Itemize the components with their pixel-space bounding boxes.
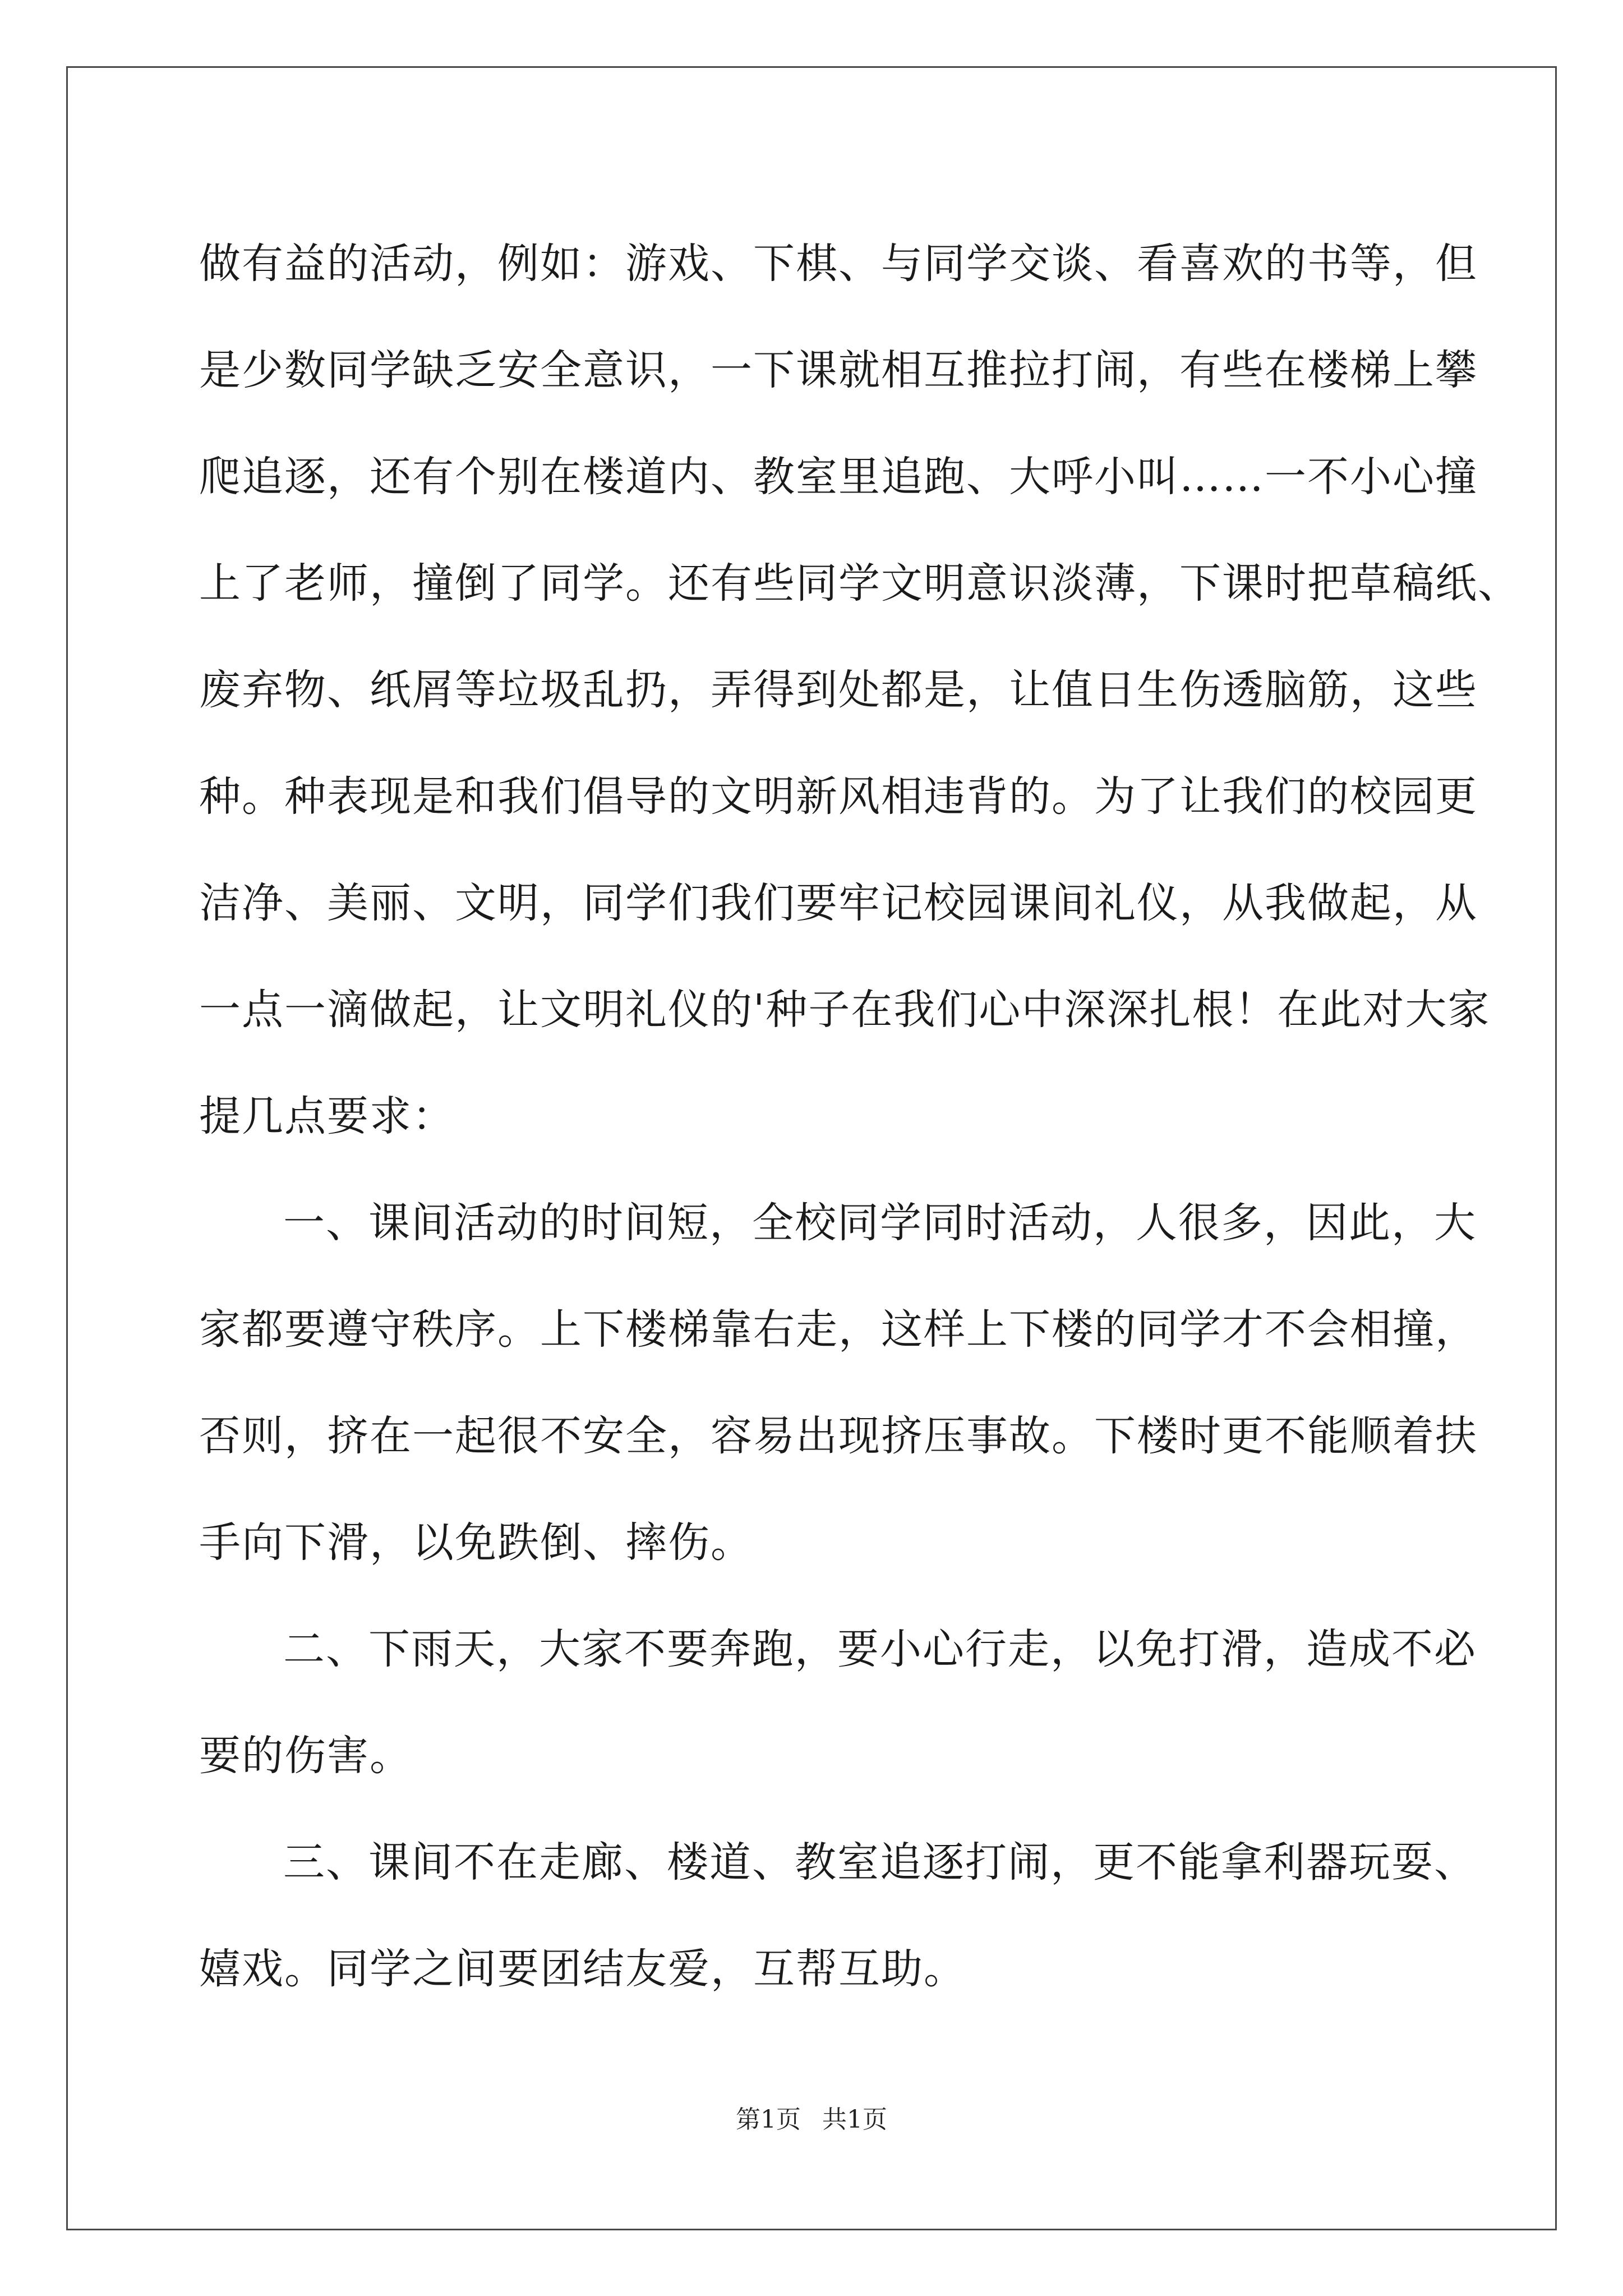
text-line: 做有益的活动，例如：游戏、下棋、与同学交谈、看喜欢的书等，但	[199, 240, 1478, 288]
paragraph-start-line: 一、课间活动的时间短，全校同学同时活动，人很多，因此，大	[283, 1199, 1477, 1247]
page-footer	[0, 2099, 1623, 2135]
text-line: 爬追逐，还有个别在楼道内、教室里追跑、大呼小叫……一不小心撞	[199, 453, 1478, 501]
text-line: 家都要遵守秩序。上下楼梯靠右走，这样上下楼的同学才不会相撞，	[199, 1305, 1478, 1354]
page-total: 共1页	[822, 2105, 887, 2134]
paragraph-start-line: 三、课间不在走廊、楼道、教室追逐打闹，更不能拿利器玩耍、	[283, 1838, 1477, 1887]
text-line: 要的伤害。	[199, 1732, 412, 1780]
document-body	[199, 210, 1520, 2022]
paragraph-start-line: 二、下雨天，大家不要奔跑，要小心行走，以免打滑，造成不必	[283, 1625, 1477, 1673]
text-line: 洁净、美丽、文明，同学们我们要牢记校园课间礼仪，从我做起，从	[199, 879, 1478, 927]
text-line: 种。种表现是和我们倡导的文明新风相违背的。为了让我们的校园更	[199, 772, 1478, 821]
text-line: 提几点要求：	[199, 1092, 455, 1140]
text-line: 嬉戏。同学之间要团结友爱，互帮互助。	[199, 1945, 966, 1993]
text-line: 上了老师，撞倒了同学。还有些同学文明意识淡薄，下课时把草稿纸、	[199, 559, 1520, 608]
text-line: 手向下滑，以免跌倒、摔伤。	[199, 1519, 753, 1567]
text-line: 否则，挤在一起很不安全，容易出现挤压事故。下楼时更不能顺着扶	[199, 1412, 1478, 1460]
text-line: 是少数同学缺乏安全意识，一下课就相互推拉打闹，有些在楼梯上攀	[199, 346, 1478, 394]
text-line: 一点一滴做起，让文明礼仪的'种子在我们心中深深扎根！在此对大家	[199, 986, 1491, 1034]
text-line: 废弃物、纸屑等垃圾乱扔，弄得到处都是，让值日生伤透脑筋，这些	[199, 666, 1478, 714]
page-number: 第1页	[736, 2105, 801, 2134]
